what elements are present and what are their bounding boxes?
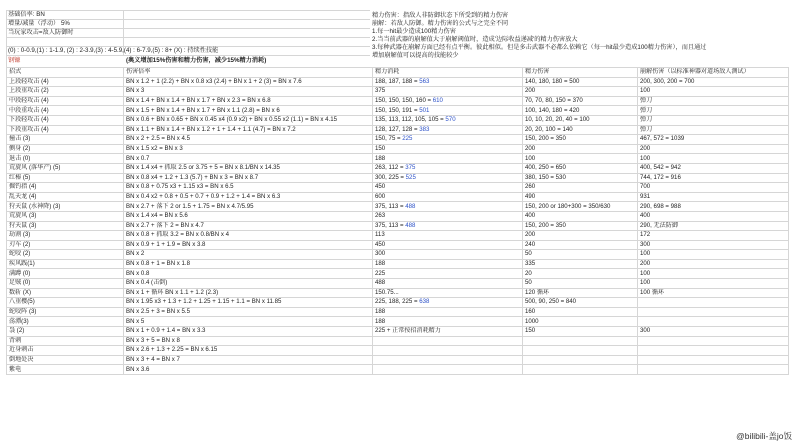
cell-col-0: 招式 [7, 68, 124, 78]
total-value: 375 [405, 164, 416, 172]
table-row [7, 163, 789, 173]
cell-col-1: BN x 1.5 x2 = BN x 3 [124, 144, 373, 154]
cell-col-4: 300 [638, 240, 789, 250]
cell-col-2: 188 [373, 307, 523, 317]
cell-col-4: 100 [638, 269, 789, 279]
cell-col-4: 100 [638, 87, 789, 97]
cell-col-0: 八重樱(5) [7, 298, 124, 308]
total-value: 501 [419, 106, 430, 114]
cell-col-3: 400 [523, 211, 638, 221]
cell-col-1: BN x 3 + 5 = BN x 8 [124, 336, 373, 346]
cell-col-4: 100 [638, 154, 789, 164]
cell-col-2: 188 [373, 259, 523, 269]
table-row [7, 250, 789, 260]
cell-col-4: 弹刀 [638, 106, 789, 116]
cell-col-1: BN x 0.4 (击倒) [124, 279, 373, 289]
cell-col-1: BN x 3 + 4 = BN x 7 [124, 355, 373, 365]
cell-col-3: 50 [523, 279, 638, 289]
cell-col-3 [523, 355, 638, 365]
cell-col-2: 150, 150, 150, 160 = 610 [373, 96, 523, 106]
cell-col-4: 弹刀 [638, 115, 789, 125]
total-value: 488 [405, 202, 416, 210]
cell-col-2: 188 [373, 154, 523, 164]
cell-col-3: 240 [523, 240, 638, 250]
cell-col-0: 退击 (0) [7, 154, 124, 164]
cell-col-2: 150.75... [373, 288, 523, 298]
table-row [7, 346, 789, 356]
cell-col-4: 崩解伤害（以标准神器对道场敌人测试） [638, 68, 789, 78]
cell-col-2: 450 [373, 240, 523, 250]
cell-col-0: 狩天鼠 (3) [7, 221, 124, 231]
cell-col-1: BN x 2.7 + 落下 2 or 1.5 + 1.75 = BN x 4.7/5.95 [124, 202, 373, 212]
cell-col-0: 乱天龙 (4) [7, 192, 124, 202]
cell-col-0: 蛇咬阵 (3) [7, 307, 124, 317]
cell-col-4: 700 [638, 183, 789, 193]
cell-col-3: 精力伤害 [523, 68, 638, 78]
cell-col-0: 数斩 (X) [7, 288, 124, 298]
cell-col-3: 150, 200 or 180+300 = 350/630 [523, 202, 638, 212]
table-row [7, 96, 789, 106]
cell-col-3: 150, 200 = 350 [523, 135, 638, 145]
cell-col-1: BN x 2 [124, 250, 373, 260]
cell-col-2 [373, 336, 523, 346]
note-line: 1.每一hit最少造成100精力伤害 [372, 28, 456, 35]
cell-col-2: 113 [373, 231, 523, 241]
cell-col-3: 200 [523, 144, 638, 154]
cell-col-3: 490 [523, 192, 638, 202]
damage-ranges: (0) : 0-0.9,(1) : 1-1.9, (2) : 2-3.9,(3) : 4-5.9,(4) : 6-7.9,(5) : 8+ (X) : 持续性技能 [8, 47, 219, 54]
cell-col-1: BN x 0.8 [124, 269, 373, 279]
cell-col-0: 侧身 (2) [7, 144, 124, 154]
cell-col-1: BN x 1.1 + BN x 1.4 + BN x 1.2 + 1 + 1.4 + 1.1 (4.7) = BN x 7.2 [124, 125, 373, 135]
cell-col-3: 200 [523, 231, 638, 241]
table-row [7, 365, 789, 375]
cell-col-4: 931 [638, 192, 789, 202]
cell-col-1: BN x 0.8 + 1 = BN x 1.8 [124, 259, 373, 269]
cell-col-4 [638, 346, 789, 356]
total-value: 488 [405, 221, 416, 229]
table-row [7, 298, 789, 308]
cell-col-3: 400, 250 = 650 [523, 163, 638, 173]
cell-col-0: 下段轻攻击 (4) [7, 115, 124, 125]
table-row [7, 279, 789, 289]
table-row [7, 269, 789, 279]
cell-col-1: BN x 0.8 x4 + 1.2 + 1.3 (5.7) + BN x 3 = BN x 8.7 [124, 173, 373, 183]
total-value: 610 [432, 96, 443, 104]
table-row [7, 240, 789, 250]
note-line: 精力伤害：指敌人非防御状态下所受到的精力伤害 [372, 12, 509, 19]
header-grid-line [6, 10, 370, 11]
cell-col-0: 撞击 (3) [7, 135, 124, 145]
cell-col-3: 380, 150 = 530 [523, 173, 638, 183]
cell-col-1: BN x 0.8 + 0.75 x3 + 1.15 x3 = BN x 6.5 [124, 183, 373, 193]
cell-col-4: 300 [638, 327, 789, 337]
moves-table [6, 67, 789, 375]
cell-col-0: 荒旋风 (3) [7, 211, 124, 221]
cell-col-2: 300, 225 = 525 [373, 173, 523, 183]
cell-col-0: 红椿 (5) [7, 173, 124, 183]
table-row [7, 202, 789, 212]
cell-col-3: 70, 70, 80, 150 = 370 [523, 96, 638, 106]
cell-col-1: BN x 1 + 循环 BN x 1.1 + 1.2 (2.3) [124, 288, 373, 298]
total-value: 383 [419, 125, 430, 133]
cell-col-3: 500, 90, 250 = 840 [523, 298, 638, 308]
cell-col-4 [638, 307, 789, 317]
cell-col-1: 伤害倍率 [124, 68, 373, 78]
bonus-penalty: 增量/减量（浮动） 5% [8, 20, 70, 27]
cell-col-4: 100 [638, 250, 789, 260]
note-line: 2.当当前武器的崩解值大于崩解阈值时，造成'边际收益递减'的精力伤害放大 [372, 36, 578, 43]
table-row [7, 259, 789, 269]
cell-col-2: 450 [373, 183, 523, 193]
cell-col-4: 400, 542 = 942 [638, 163, 789, 173]
cell-col-3: 120 循环 [523, 288, 638, 298]
cell-col-4: 744, 172 = 916 [638, 173, 789, 183]
cell-col-2: 263, 112 = 375 [373, 163, 523, 173]
cell-col-2: 225, 188, 225 = 638 [373, 298, 523, 308]
header-grid-line [6, 10, 7, 67]
table-row [7, 192, 789, 202]
cell-col-0: 刃车 (2) [7, 240, 124, 250]
cell-col-2: 188, 187, 188 = 563 [373, 77, 523, 87]
cell-col-0: 上段重攻击 (2) [7, 87, 124, 97]
cell-col-3 [523, 346, 638, 356]
cell-col-1: BN x 5 [124, 317, 373, 327]
cell-col-4 [638, 317, 789, 327]
header-grid-line [6, 37, 370, 38]
cell-col-1: BN x 1 + 0.9 + 1.4 = BN x 3.3 [124, 327, 373, 337]
cell-col-0: 倒地处决 [7, 355, 124, 365]
total-value: 570 [445, 116, 456, 124]
base-multiplier: 基础倍率: BN [8, 11, 45, 18]
cell-col-2: 488 [373, 279, 523, 289]
cell-col-2 [373, 365, 523, 375]
cell-col-2: 600 [373, 192, 523, 202]
table-row [7, 125, 789, 135]
cell-col-3: 20 [523, 269, 638, 279]
table-row [7, 231, 789, 241]
cell-col-1: BN x 2 + 2.5 = BN x 4.5 [124, 135, 373, 145]
note-line: 增加崩解值可以提高的技能较少 [372, 52, 459, 59]
cell-col-3: 150, 200 = 350 [523, 221, 638, 231]
cell-col-1: BN x 1.2 + 1 (2.2) + BN x 0.8 x3 (2.4) + BN x 1 + 2 (3) = BN x 7.6 [124, 77, 373, 87]
total-value: 525 [405, 173, 416, 181]
table-row [7, 154, 789, 164]
cell-col-4 [638, 365, 789, 375]
cell-col-4 [638, 336, 789, 346]
cell-col-0: 狩天鼠 (水神降) (3) [7, 202, 124, 212]
cell-col-2: 263 [373, 211, 523, 221]
cell-col-1: BN x 2.6 + 1.3 + 2.25 = BN x 6.15 [124, 346, 373, 356]
table-row [7, 106, 789, 116]
note-line: 崩解：若敌人防御。精力伤害的公式与之完全不同 [372, 20, 509, 27]
cell-col-1: BN x 0.9 + 1 + 1.9 = BN x 3.8 [124, 240, 373, 250]
cell-col-1: BN x 0.6 + BN x 0.65 + BN x 0.45 x4 (0.9 x2) + BN x 0.55 x2 (1.1) = BN x 4.15 [124, 115, 373, 125]
cell-col-3 [523, 336, 638, 346]
cell-col-0: 中段重攻击 (4) [7, 106, 124, 116]
cell-col-0: 中段轻攻击 (4) [7, 96, 124, 106]
total-value: 563 [419, 77, 430, 85]
cell-col-0: 上段轻攻击 (4) [7, 77, 124, 87]
cell-col-0: 荡潭(3) [7, 317, 124, 327]
cell-col-3: 1000 [523, 317, 638, 327]
cell-col-3: 10, 10, 20, 20, 40 = 100 [523, 115, 638, 125]
table-row [7, 183, 789, 193]
cell-col-2: 150 [373, 144, 523, 154]
cell-col-4: 弹刀 [638, 96, 789, 106]
cell-col-1: BN x 2.5 + 3 = BN x 5.5 [124, 307, 373, 317]
cell-col-3: 140, 180, 180 = 500 [523, 77, 638, 87]
cell-col-3: 260 [523, 183, 638, 193]
cell-col-4: 200 [638, 144, 789, 154]
cell-col-2: 375 [373, 87, 523, 97]
cell-col-2: 188 [373, 317, 523, 327]
table-row [7, 327, 789, 337]
total-value: 225 [402, 135, 413, 143]
cell-col-4: 弹刀 [638, 125, 789, 135]
sword-note: (奥义增加15%伤害和精力伤害，减少15%精力消耗) [126, 57, 267, 64]
cell-col-2: 225 + 正常按招消耗精力 [373, 327, 523, 337]
table-row [7, 144, 789, 154]
cell-col-1: BN x 1.5 + BN x 1.4 + BN x 1.7 + BN x 1.1 (2.8) = BN x 6 [124, 106, 373, 116]
cell-col-3: 150 [523, 327, 638, 337]
cell-col-4: 100 循环 [638, 288, 789, 298]
cell-col-1: BN x 0.7 [124, 154, 373, 164]
cell-col-3: 160 [523, 307, 638, 317]
cell-col-0: 紫电 [7, 365, 124, 375]
cell-col-4: 100 [638, 279, 789, 289]
table-row [7, 211, 789, 221]
cell-col-2: 135, 113, 112, 105, 105 = 570 [373, 115, 523, 125]
cell-col-4: 200 [638, 259, 789, 269]
header-grid-line [6, 55, 370, 56]
cell-col-1: BN x 0.4 x2 + 0.8 + 0.5 + 0.7 + 0.9 + 1.2 + 1.4 = BN x 6.3 [124, 192, 373, 202]
cell-col-0: 劫割 (3) [7, 231, 124, 241]
cell-col-0: 背刺 [7, 336, 124, 346]
cell-col-0: 疾风践(1) [7, 259, 124, 269]
table-row [7, 173, 789, 183]
table-row [7, 307, 789, 317]
cell-col-2: 精力消耗 [373, 68, 523, 78]
cell-col-2 [373, 355, 523, 365]
cell-col-4: 290, 698 = 988 [638, 202, 789, 212]
cell-col-3: 100 [523, 154, 638, 164]
defense-formula: 当玩家攻击=敌人防御时 [8, 29, 74, 36]
cell-col-4: 172 [638, 231, 789, 241]
sword-label: 钢镰 [8, 57, 21, 64]
cell-col-1: BN x 1.95 x3 + 1.3 + 1.2 + 1.25 + 1.15 + 1.1 = BN x 11.85 [124, 298, 373, 308]
total-value: 638 [419, 298, 430, 306]
cell-col-2: 225 [373, 269, 523, 279]
cell-col-1: BN x 1.4 x4 + 抓取 2.5 or 3.75 + 5 = BN x 8.1/BN x 14.35 [124, 163, 373, 173]
table-row [7, 221, 789, 231]
cell-col-1: BN x 1.4 + BN x 1.4 + BN x 1.7 + BN x 2.3 = BN x 6.8 [124, 96, 373, 106]
cell-col-4 [638, 298, 789, 308]
cell-col-2: 375, 113 = 488 [373, 221, 523, 231]
cell-col-2: 300 [373, 250, 523, 260]
cell-col-4: 400 [638, 211, 789, 221]
cell-col-0: 掘钓指 (4) [7, 183, 124, 193]
header-row [7, 68, 789, 78]
cell-col-2: 150, 150, 191 = 501 [373, 106, 523, 116]
note-line: 3.每种武器在崩解方面已经有点平衡。彼此相似。但是多击武器不必都么依赖它（每一hit最少造成100精力伤害），而且通过 [372, 44, 707, 51]
cell-col-0: 荒旋风 (落华产) (5) [7, 163, 124, 173]
cell-col-3: 335 [523, 259, 638, 269]
cell-col-1: BN x 1.4 x4 = BN x 5.6 [124, 211, 373, 221]
cell-col-0: 足贼 (0) [7, 279, 124, 289]
cell-col-4 [638, 355, 789, 365]
cell-col-4: 290, 无法防御 [638, 221, 789, 231]
table-row [7, 288, 789, 298]
cell-col-0: 袅 (2) [7, 327, 124, 337]
cell-col-2: 150, 75 = 225 [373, 135, 523, 145]
cell-col-3: 200 [523, 87, 638, 97]
cell-col-2: 375, 113 = 488 [373, 202, 523, 212]
table-row [7, 77, 789, 87]
cell-col-3: 50 [523, 250, 638, 260]
cell-col-3: 20, 20, 100 = 140 [523, 125, 638, 135]
cell-col-1: BN x 0.8 + 抓取 3.2 = BN x 0.8/BN x 4 [124, 231, 373, 241]
cell-col-0: 蛇咬 (2) [7, 250, 124, 260]
cell-col-2: 128, 127, 128 = 383 [373, 125, 523, 135]
table-row [7, 317, 789, 327]
cell-col-1: BN x 2.7 + 落下 2 = BN x 4.7 [124, 221, 373, 231]
table-row [7, 87, 789, 97]
cell-col-3 [523, 365, 638, 375]
cell-col-0: 近身刺击 [7, 346, 124, 356]
cell-col-0: 下段重攻击 (4) [7, 125, 124, 135]
cell-col-0: 满蹲 (0) [7, 269, 124, 279]
cell-col-2 [373, 346, 523, 356]
cell-col-1: BN x 3 [124, 87, 373, 97]
cell-col-4: 200, 300, 200 = 700 [638, 77, 789, 87]
cell-col-3: 100, 140, 180 = 420 [523, 106, 638, 116]
watermark: @bilibili-盖jo饭 [736, 431, 792, 441]
cell-col-4: 467, 572 = 1039 [638, 135, 789, 145]
notes-block [372, 12, 706, 60]
table-row [7, 135, 789, 145]
table-row [7, 115, 789, 125]
cell-col-1: BN x 3.6 [124, 365, 373, 375]
table-row [7, 336, 789, 346]
table-row [7, 355, 789, 365]
